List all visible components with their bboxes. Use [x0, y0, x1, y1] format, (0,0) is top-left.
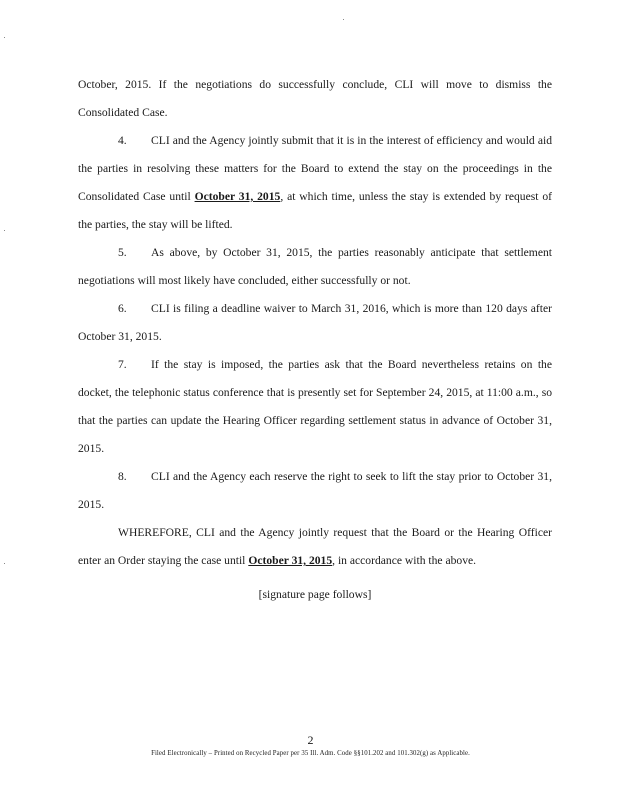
paragraph-number: 5. [118, 246, 127, 259]
paragraph-7 [78, 351, 552, 463]
paragraph-number: 6. [118, 302, 127, 315]
scan-speck [343, 19, 344, 20]
wherefore-paragraph [78, 519, 552, 575]
lead-paragraph: October, 2015. If the negotiations do successfully conclude, CLI will move to dismiss the Consolidated Case. [78, 78, 552, 119]
paragraph-text: CLI and the Agency jointly submit that it is in the interest of efficiency and would aid the parties in resolving these matters for the Board to extend the stay on the proceedings in the Consolidated Case until [78, 134, 552, 203]
scan-speck [4, 563, 5, 564]
paragraph-text: , in accordance with the above. [332, 554, 477, 567]
paragraph-text: CLI is filing a deadline waiver to March 31, 2016, which is more than 120 days after October 31, 2015. [78, 302, 552, 343]
paragraph-number: 4. [118, 134, 127, 147]
paragraph-4 [78, 127, 552, 239]
paragraph-number: 8. [118, 470, 127, 483]
scan-speck [4, 230, 5, 231]
paragraph-text: CLI and the Agency each reserve the right to seek to lift the stay prior to October 31, 2015. [78, 470, 552, 511]
scan-speck [4, 37, 5, 38]
filing-footer: Filed Electronically – Printed on Recycled Paper per 35 Ill. Adm. Code §§101.202 and 101.302(g) as Applicable. [151, 750, 470, 757]
paragraph-6 [78, 295, 552, 351]
paragraph-number: 7. [118, 358, 127, 371]
paragraph-5 [78, 239, 552, 295]
paragraph-text: , at which time, unless the stay is extended by request of the parties, the stay will be lifted. [78, 190, 552, 231]
signature-page-note: [signature page follows] [258, 588, 372, 601]
deadline-date-emphasis: October 31, 2015 [248, 554, 333, 567]
paragraph-text: WHEREFORE, CLI and the Agency jointly request that the Board or the Hearing Officer enter an Order staying the case until [78, 526, 552, 567]
paragraph-8 [78, 463, 552, 519]
document-body [78, 71, 552, 609]
paragraph-text: If the stay is imposed, the parties ask that the Board nevertheless retains on the docket, the telephonic status conference that is presently set for September 24, 2015, at 11:00 a.m., so that the parties can update the Hearing Officer regarding settlement status in advance of October 31, 2015. [78, 358, 552, 455]
deadline-date-emphasis: October 31, 2015 [194, 190, 281, 203]
paragraph-text: As above, by October 31, 2015, the parties reasonably anticipate that settlement negotiations will most likely have concluded, either successfully or not. [78, 246, 552, 287]
page-number: 2 [307, 733, 314, 747]
